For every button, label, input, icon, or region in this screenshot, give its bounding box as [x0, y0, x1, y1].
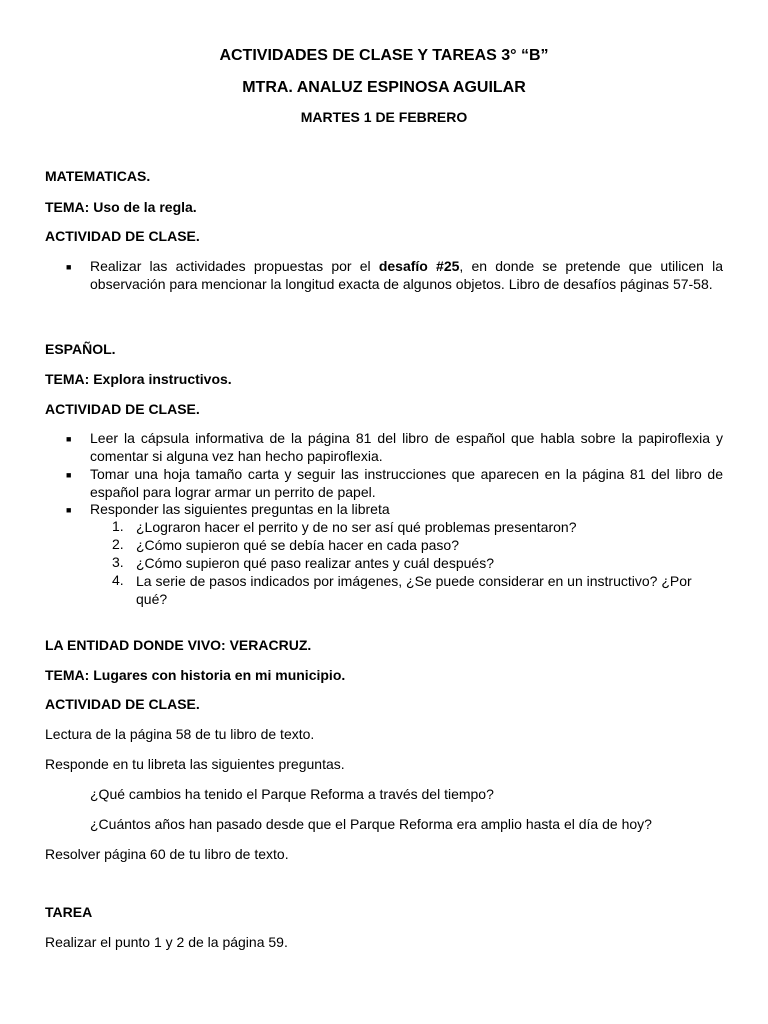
- math-bullet-post: , en donde se pretende que utilicen la observación para mencionar la longitud exacta de algunos objetos. Libro de desafíos páginas 57-58.: [90, 258, 723, 292]
- homework-title: TAREA: [45, 904, 93, 920]
- math-subject: MATEMATICAS.: [45, 168, 151, 184]
- math-bullet: [90, 257, 723, 293]
- spanish-bullet-2: Tomar una hoja tamaño carta y seguir las instrucciones que aparecen en la página 81 del libro de español para lograr armar un perrito de papel.: [90, 466, 723, 500]
- document-date: MARTES 1 DE FEBRERO: [300, 109, 468, 125]
- homework-text: Realizar el punto 1 y 2 de la página 59.: [45, 934, 288, 950]
- question-text: ¿Cómo supieron qué paso realizar antes y cuál después?: [136, 555, 494, 571]
- spanish-subject: ESPAÑOL.: [45, 341, 116, 357]
- entity-question-2: ¿Cuántos años han pasado desde que el Parque Reforma era amplio hasta el día de hoy?: [90, 816, 652, 832]
- document-title: ACTIVIDADES DE CLASE Y TAREAS 3° “B”: [219, 47, 549, 64]
- entity-tema: TEMA: Lugares con historia en mi municipio.: [45, 667, 346, 683]
- bullet-marker: ■: [66, 434, 72, 444]
- spanish-actividad: ACTIVIDAD DE CLASE.: [45, 401, 200, 417]
- question-text: La serie de pasos indicados por imágenes, ¿Se puede considerar en un instructivo? ¿Por qué?: [136, 573, 692, 607]
- math-bullet-pre: Realizar las actividades propuestas por el: [90, 258, 379, 274]
- spanish-bullet-3: Responder las siguientes preguntas en la libreta: [90, 501, 390, 517]
- spanish-tema: TEMA: Explora instructivos.: [45, 371, 232, 387]
- entity-question-1: ¿Qué cambios ha tenido el Parque Reforma a través del tiempo?: [90, 786, 494, 802]
- question-text: ¿Lograron hacer el perrito y de no ser así qué problemas presentaron?: [136, 519, 577, 535]
- math-tema: TEMA: Uso de la regla.: [45, 199, 197, 215]
- question-number: 4.: [112, 572, 124, 588]
- teacher-name: MTRA. ANALUZ ESPINOSA AGUILAR: [242, 79, 526, 96]
- bullet-marker: ■: [66, 262, 72, 272]
- question-text: ¿Cómo supieron qué se debía hacer en cada paso?: [136, 537, 459, 553]
- spanish-bullet-1: Leer la cápsula informativa de la página 81 del libro de español que habla sobre la papiroflexia y comentar si alguna vez han hecho papiroflexia.: [90, 430, 723, 464]
- question-number: 2.: [112, 536, 124, 552]
- question-number: 3.: [112, 554, 124, 570]
- question-number: 1.: [112, 518, 124, 534]
- entity-subject: LA ENTIDAD DONDE VIVO: VERACRUZ.: [45, 637, 312, 653]
- entity-line-2: Responde en tu libreta las siguientes preguntas.: [45, 756, 345, 772]
- entity-actividad: ACTIVIDAD DE CLASE.: [45, 696, 200, 712]
- bullet-marker: ■: [66, 470, 72, 480]
- math-actividad: ACTIVIDAD DE CLASE.: [45, 228, 200, 244]
- bullet-marker: ■: [66, 505, 72, 515]
- math-bullet-bold: desafío #25: [378, 258, 460, 274]
- entity-line-3: Resolver página 60 de tu libro de texto.: [45, 846, 289, 862]
- entity-line-1: Lectura de la página 58 de tu libro de texto.: [45, 726, 315, 742]
